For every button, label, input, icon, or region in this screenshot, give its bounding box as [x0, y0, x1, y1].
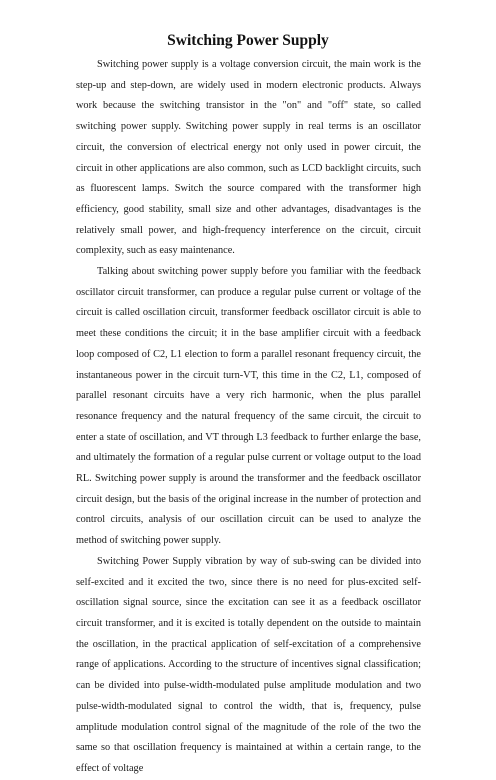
- paragraph-intro: Switching power supply is a voltage conversion circuit, the main work is the step-up and step-down, are widely used in modern electronic products. Always work because the switching transistor in the "on" and "off" state, so called switching power supply. Switching power supply in real terms is an oscillator circuit, the conversion of electrical energy not only used in power circuit, the circuit in other applications are also common, such as LCD backlight circuits, such as fluorescent lamps. Switch the source compared with the transformer high efficiency, good stability, small size and other advantages, disadvantages is the relatively small power, and high-frequency interference on the circuit, circuit complexity, such as easy maintenance.: [76, 59, 421, 257]
- document-body: [76, 55, 421, 780]
- document-title: Switching Power Supply: [167, 32, 329, 49]
- paragraph-feedback-oscillator: Talking about switching power supply before you familiar with the feedback oscillator circuit transformer, can produce a regular pulse current or voltage of the circuit is called oscillation circuit, transformer feedback oscillator circuit is able to meet these conditions the circuit; it in the base amplifier circuit with a feedback loop composed of C2, L1 election to form a parallel resonant frequency circuit, the instantaneous power in the circuit turn-VT, this time in the C2, L1, composed of parallel resonant circuits have a very rich harmonic, when the plus parallel resonance frequency and the natural frequency of the same circuit, the circuit to enter a state of oscillation, and VT through L3 feedback to further enlarge the base, and ultimately the formation of a regular pulse current or voltage output to the load RL. Switching power supply is around the transformer and the feedback oscillator circuit design, but the basis of the original increase in the number of protection and control circuits, analysis of our oscillation circuit can be used to analyze the method of switching power supply.: [76, 266, 421, 547]
- paragraph-excitation-modes: Switching Power Supply vibration by way of sub-swing can be divided into self-excited and it excited the two, since there is no need for plus-excited self-oscillation signal source, since the excitation can see it as a feedback oscillator circuit transformer, and it is excited is totally dependent on the outside to maintain the oscillation, in the practical application of self-excitation of a comprehensive range of applications. According to the structure of incentives signal classification; can be divided into pulse-width-modulated pulse amplitude modulation and two pulse-width-modulated signal to control the width, that is, frequency, pulse amplitude modulation control signal of the magnitude of the role of the two the same so that oscillation frequency is maintained at within a certain range, to the effect of voltage: [76, 555, 421, 774]
